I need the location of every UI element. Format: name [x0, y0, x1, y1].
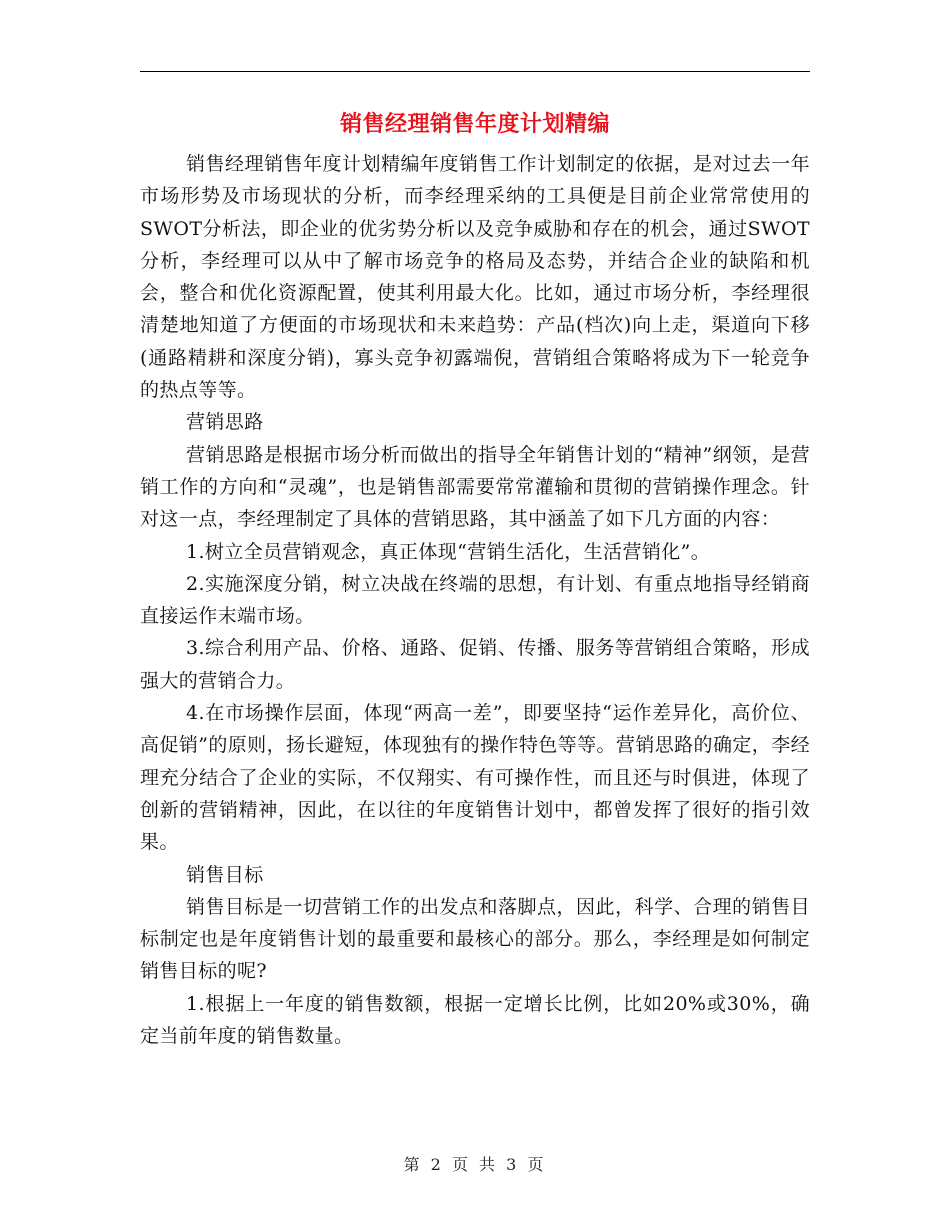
marketing-ideas-paragraph: 营销思路是根据市场分析而做出的指导全年销售计划的“精神”纲领，是营销工作的方向和“灵魂”，也是销售部需要常常灌输和贯彻的营销操作理念。针对这一点，李经理制定了具体的营销思路，其中涵盖了如下几方面的内容：: [140, 443, 810, 531]
section-heading-sales-target: 销售目标: [186, 863, 264, 886]
section-heading-marketing-ideas: 营销思路: [186, 411, 264, 434]
header-rule: [140, 71, 810, 72]
marketing-idea-item-1: 1.树立全员营销观念，真正体现“营销生活化，生活营销化”。: [186, 540, 711, 563]
intro-paragraph: 销售经理销售年度计划精编年度销售工作计划制定的依据，是对过去一年市场形势及市场现状的分析，而李经理采纳的工具便是目前企业常常使用的SWOT分析法，即企业的优劣势分析以及竞争威胁和存在的机会，通过SWOT分析，李经理可以从中了解市场竞争的格局及态势，并结合企业的缺陷和机会，整合和优化资源配置，使其利用最大化。比如，通过市场分析，李经理很清楚地知道了方便面的市场现状和未来趋势：产品(档次)向上走，渠道向下移(通路精耕和深度分销)，寡头竞争初露端倪，营销组合策略将成为下一轮竞争的热点等等。: [140, 153, 810, 402]
marketing-idea-item-4: 4.在市场操作层面，体现“两高一差”，即要坚持“运作差异化，高价位、高促销”的原则，扬长避短，体现独有的操作特色等等。营销思路的确定，李经理充分结合了企业的实际，不仅翔实、有可操作性，而且还与时俱进，体现了创新的营销精神，因此，在以往的年度销售计划中，都曾发挥了很好的指引效果。: [140, 702, 810, 854]
document-body: [140, 148, 810, 1052]
page-number-footer: 第 2 页 共 3 页: [403, 1155, 547, 1174]
marketing-idea-item-2: 2.实施深度分销，树立决战在终端的思想，有计划、有重点地指导经销商直接运作末端市场。: [140, 572, 810, 628]
sales-target-paragraph: 销售目标是一切营销工作的出发点和落脚点，因此，科学、合理的销售目标制定也是年度销售计划的最重要和最核心的部分。那么，李经理是如何制定销售目标的呢?: [140, 895, 810, 983]
marketing-idea-item-3: 3.综合利用产品、价格、通路、促销、传播、服务等营销组合策略，形成强大的营销合力。: [140, 637, 810, 692]
sales-target-item-1: 1.根据上一年度的销售数额，根据一定增长比例，比如20%或30%，确定当前年度的销售数量。: [140, 992, 810, 1048]
document-title: 销售经理销售年度计划精编: [339, 111, 610, 137]
